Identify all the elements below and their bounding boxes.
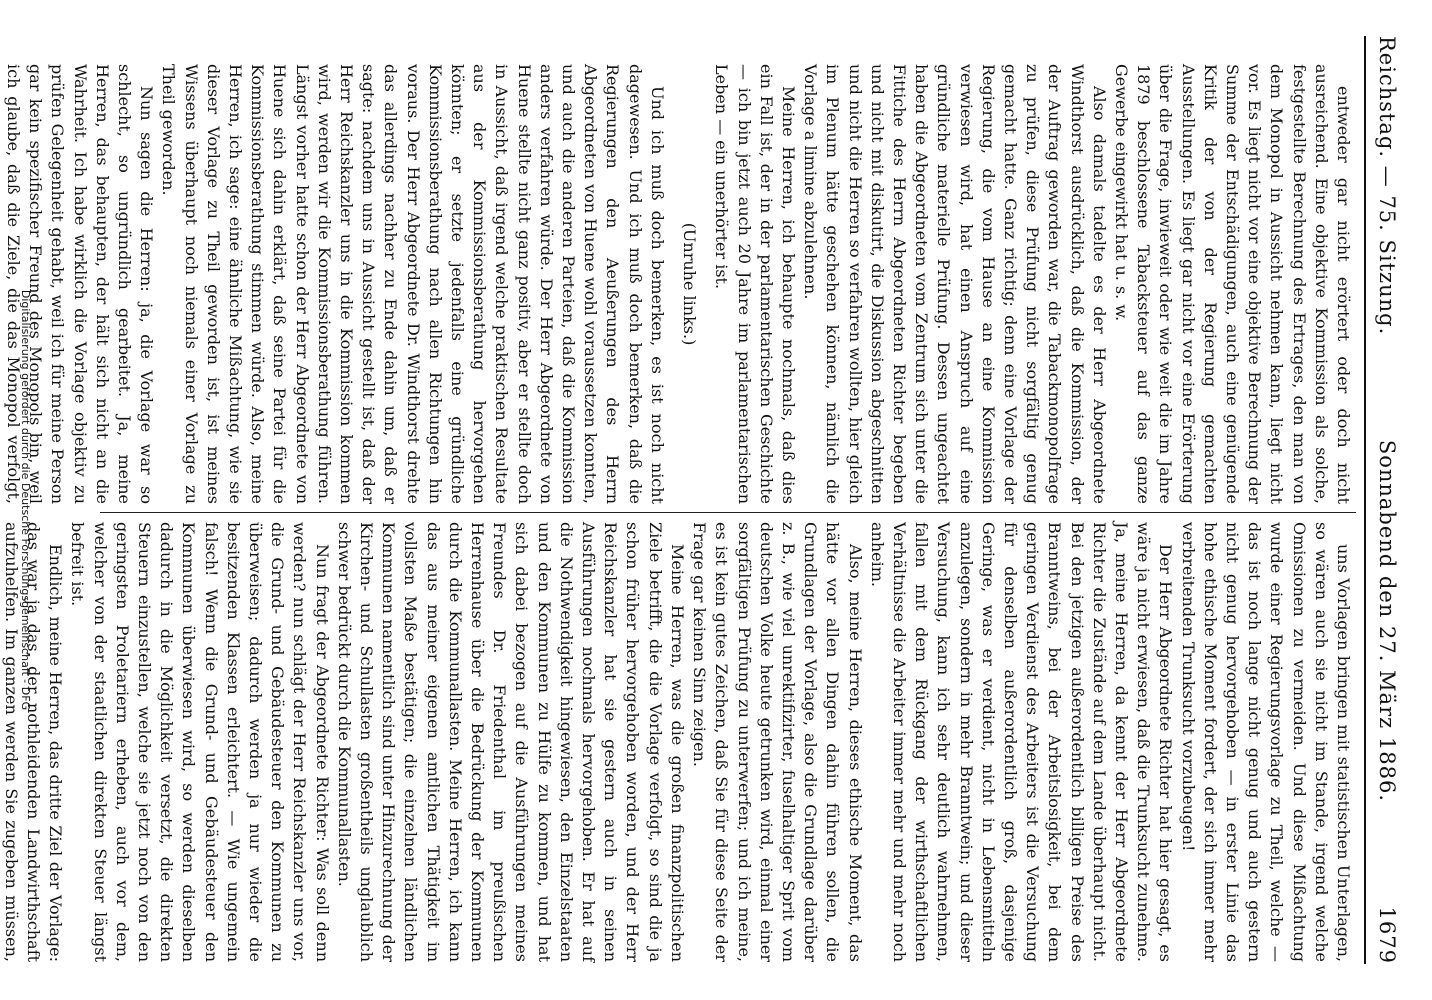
paragraph: Nun fragt der Abgeordnete Richter: Was soll denn werden? nun schlägt der Herr Reichskanzler uns vor, die Grund- und Gebäudesteuer den Kommunen zu überweisen; dadurch werden ja nur wieder die besitzenden Klassen erleichtert. — Wie ungemein falsch! Wenn die Grund- und Gebäudesteuer den Kommunen überwiesen wird, so werden dieselben dadurch in die Möglichkeit versetzt, die direkten Steuern einzustellen, welche sie jetzt noch von den geringsten Proletariern erheben, auch vor dem, welcher von der staatlichen direkten Steuer längst befreit ist. [68, 522, 332, 962]
paragraph: Also damals tadelte es der Herr Abgeordnete Windthorst ausdrücklich, daß die Kommission, der der Auftrag geworden war, die Tabackmonopolfrage zu prüfen, diese Prüfung nicht sorgfältig genug gemacht hatte. Ganz richtig; denn eine Vorlage der Regierung, die vom Hause an eine Kommission verwiesen wird, hat einen Anspruch auf eine gründliche materielle Prüfung. Dessen ungeachtet haben die Abgeordneten vom Zentrum sich unter die Fittiche des Herrn Abgeordneten Richter begeben und nicht mit diskutirt, die Diskussion abgeschnitten und nicht die Herren so verfahren wollten, hier gleich im Plenum hätte geschehen können, nämlich die Vorlage a limine abzulehnen. [801, 64, 1109, 504]
paragraph: Der Herr Abgeordnete Richter hat hier gesagt, es wäre ja nicht erwiesen, daß die Trunksucht zunehme. Ja, meine Herren, da kennt der Herr Abgeordnete Richter die Zustände auf dem Lande überhaupt nicht. Bei den jetzigen außerordentlich billigen Preise des Branntweins, bei der Arbeitslosigkeit, bei dem geringen Verdienst des Arbeiters ist die Versuchung für denselben außerordentlich groß, dasjenige Geringe, was er verdient, nicht in Lebensmitteln anzulegen, sondern in mehr Branntwein; und dieser Versuchung, kann ich sehr deutlich wahrnehmen, fallen mit dem Rückgang der wirthschaftlichen Verhältnisse die Arbeiter immer mehr und mehr noch anheim. [867, 522, 1176, 962]
header-date: Sonnabend den 27. März 1886. [1375, 439, 1399, 803]
page-header [1370, 36, 1404, 964]
paragraph: entweder gar nicht erörtert oder doch nicht ausreichend. Eine objektive Kommission als solche, festgestellte Berechnung des Ertrages, den man von dem Monopol in Aussicht nehmen kann, liegt nicht vor. Es liegt nicht vor eine objektive Berechnung der Summe der Entschädigungen, auch eine genügende Kritik der von der Regierung gemachten Ausstellungen. Es liegt gar nicht vor eine Erörterung über die Frage, inwieweit oder wie weit die im Jahre 1879 beschlossene Tabacksteuer auf das ganze Gewerbe eingewirkt hat u. s. w. [1111, 64, 1353, 504]
right-column [1, 522, 1354, 962]
interjection: (Unruhe links.) [680, 222, 700, 346]
paragraph: Meine Herren, was die großen finanzpolitischen Ziele betrifft, die die Vorlage verfolgt, so sind die ja schon früher hervorgehoben worden, und der Herr Reichskanzler hat sie gestern auch in seinen Ausführungen nochmals hervorgehoben. Er hat auf die Nothwendigkeit hingewiesen, den Einzelstaaten und den Kommunen zu Hülfe zu kommen, und hat sich dabei bezogen auf die Ausführungen meines Freundes Dr. Friedenthal im preußischen Herrenhause über die Bedrückung der Kommunen durch die Kommunallasten. Meine Herren, ich kann das aus meiner eigenen amtlichen Thätigkeit im vollsten Maße bestätigen; die einzelnen ländlichen Kommunen namentlich sind unter Hinzurechnung der Kirchen- und Schullasten großentheils unglaublich schwer bedrückt durch die Kommunallasten. [334, 522, 687, 962]
header-left: Reichstag. — 75. Sitzung. [1375, 36, 1399, 336]
paragraph: uns Vorlagen bringen mit statistischen Unterlagen, so wären auch sie nicht im Stande, irgend welche Omissionen zu vermeiden. Und diese Mißachtung wurde einer Regierungsvorlage zu Theil, welche — das ist noch lange nicht genug und auch gestern nicht genug hervorgehoben — in erster Linie das hohe ethische Moment fordert, der sich immer mehr verbreitenden Trunksucht vorzubeugen! [1178, 522, 1353, 962]
dfg-footer-note: Digitalisierung gefördert durch die Deutsche Forschungsgemeinschaft - DFG [19, 289, 32, 711]
paragraph: Also, meine Herren, dieses ethische Moment, das hätte vor allen Dingen dahin führen sollen, die Grundlagen der Vorlage, also die Grundlage darüber z. B., wie viel unrektifizirter, fuselhaltiger Sprit vom deutschen Volke heute getrunken wird, einmal einer sorgfältigen Prüfung zu unterwerfen; und ich meine, es ist kein gutes Zeichen, daß Sie für diese Seite der Frage gar keinen Sinn zeigen. [690, 522, 865, 962]
paragraph: Und ich muß doch bemerken, es ist noch nicht dagewesen. Und ich muß doch bemerken, daß die Regierungen den Aeußerungen des Herrn Abgeordneten von Huene wohl voraussetzen konnten, und auch die anderen Parteien, daß die Kommission anders verfahren würde. Der Herr Abgeordnete von Huene stellte nicht ganz positiv, aber er stellte doch in Aussicht, daß irgend welche praktischen Resultate aus der Kommissionsberathung hervorgehen könnten; er setzte jedenfalls eine gründliche Kommissionsberathung nach allen Richtungen hin voraus. Der Herr Abgeordnete Dr. Windthorst drehte das allerdings nachher zu Ende dahin um, daß er sagte: nachdem uns in Aussicht gestellt ist, daß der Herr Reichskanzler uns in die Kommission kommen wird, werden wir die Kommissionsberathung führen. Längst vorher hatte schon der Herr Abgeordnete von Huene sich dahin erklärt, daß seine Partei für die Kommissionsberathung stimmen würde. Also, meine Herren, ich sage: eine ähnliche Mißachtung, wie sie dieser Vorlage zu Theil geworden ist, ist meines Wissens überhaupt noch niemals einer Vorlage zu Theil geworden. [159, 64, 667, 504]
column-divider [100, 512, 1356, 513]
paragraph: Nun sagen die Herren: ja, die Vorlage war so schlecht, so ungründlich gearbeitet. Ja, meine Herren, das behaupten, der hält sich nicht an die Wahrheit. Ich habe wirklich die Vorlage objektiv zu prüfen Gelegenheit gehabt, weil ich für meine Person gar kein spezifischer Freund des Monopols bin, weil ich glaube, daß die Ziele, die das Monopol verfolgt, [4, 64, 157, 504]
paragraph: Endlich, meine Herren, das dritte Ziel der Vorlage: das war ja das, der nothleidenden Landwirthschaft aufzuhelfen. Im ganzen werden Sie zugeben müssen, [1, 522, 66, 962]
paragraph: Meine Herren, ich behaupte nochmals, daß dies ein Fall ist, der in der parlamentarischen Geschichte — ich bin jetzt auch 20 Jahre im parlamentarischen Leben — ein unerhörter ist. [712, 64, 798, 504]
header-rule [1364, 36, 1366, 964]
page-number: 1679 [1375, 906, 1399, 964]
